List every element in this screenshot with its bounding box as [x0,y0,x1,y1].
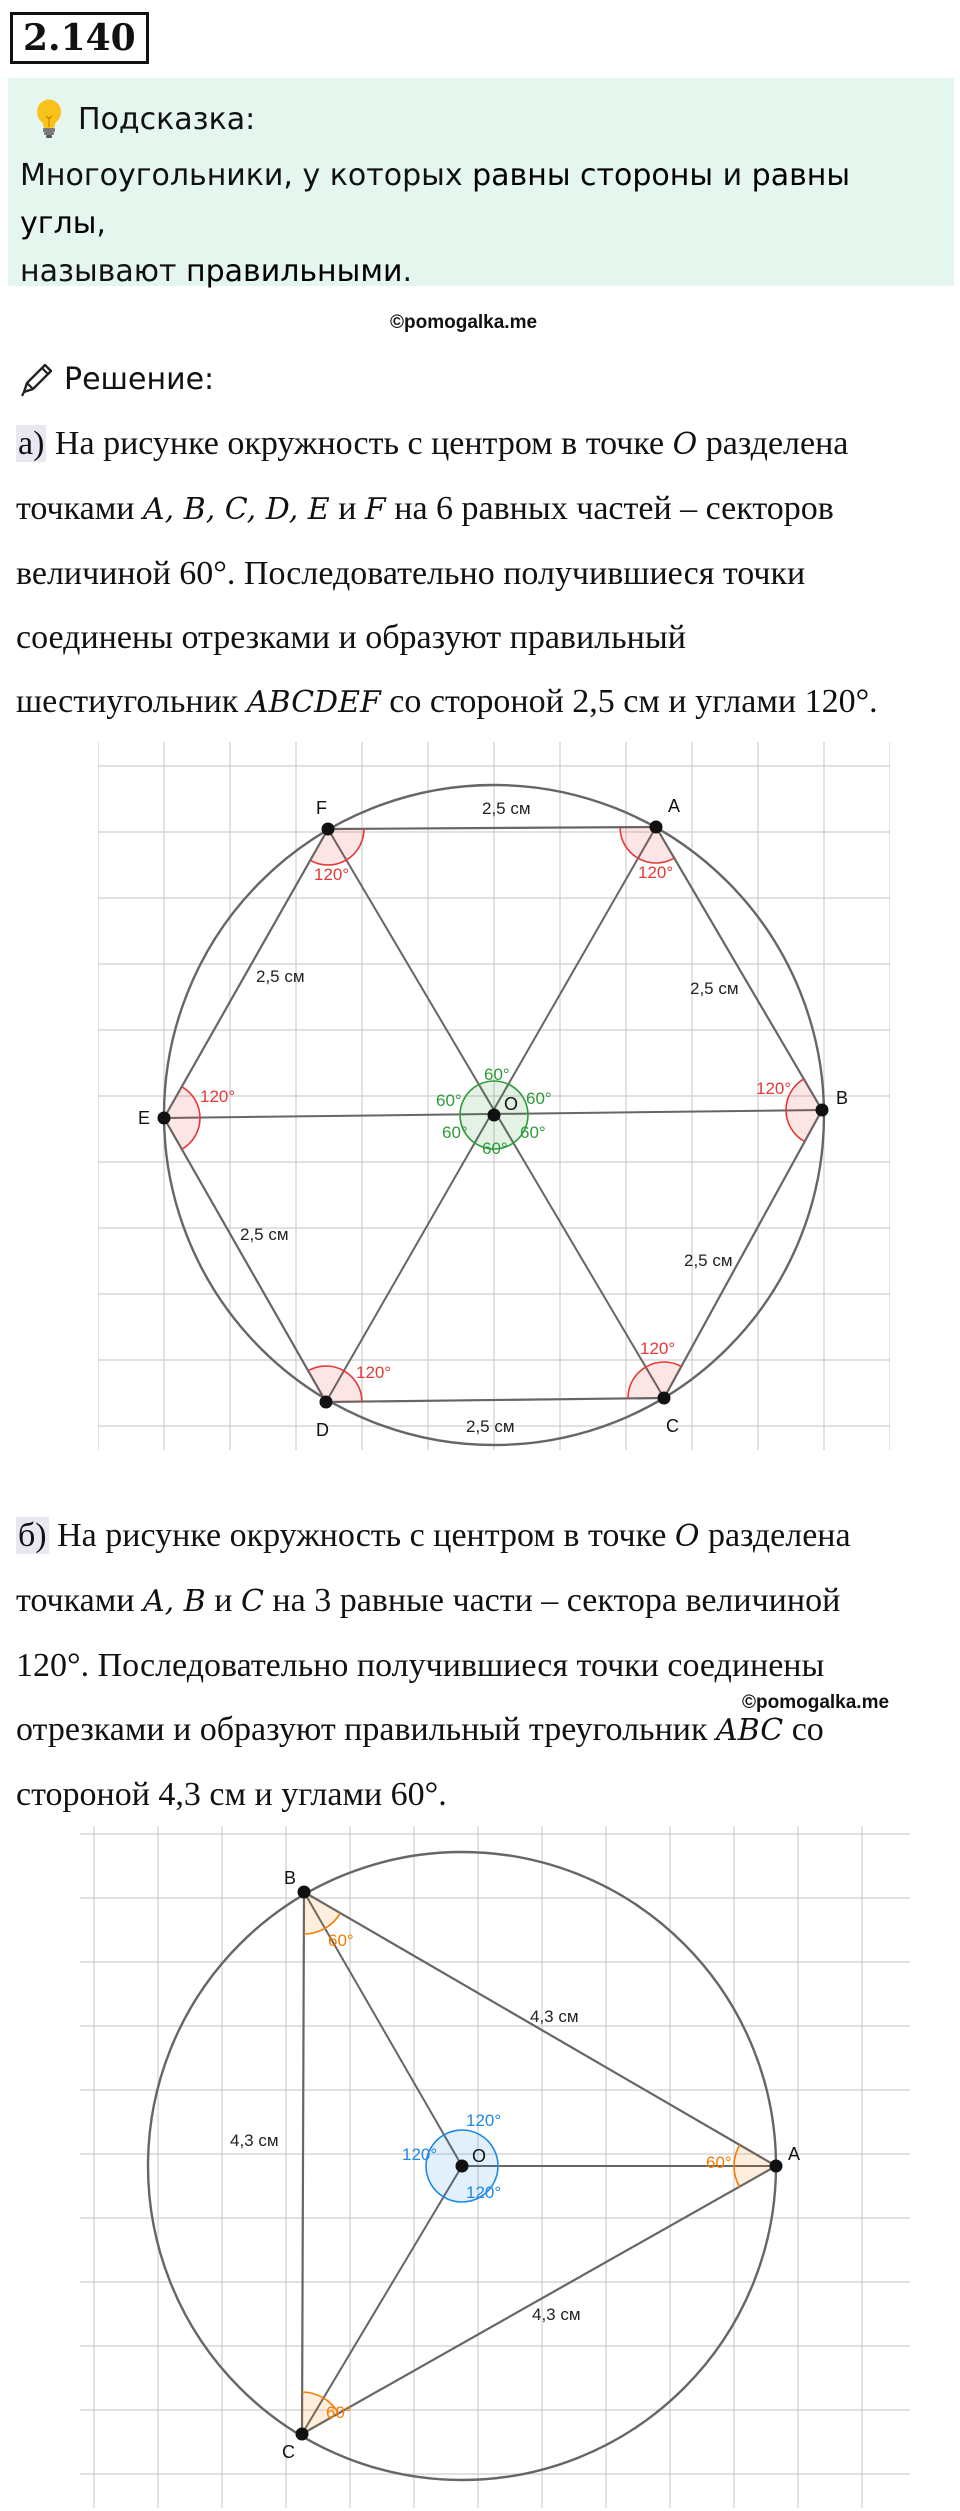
triangle-symbol: ABC [715,1713,784,1748]
vertex-label-c: C [282,2442,295,2462]
hint-text-part: и [713,158,752,193]
triangle-side [302,1892,304,2434]
part-b-line2-start: точками [16,1582,143,1619]
vertex-angle-f [310,829,364,865]
hint-text-part: , [96,206,106,241]
side-length-label: 2,5 см [240,1225,289,1244]
side-length-label: 2,5 см [466,1417,515,1436]
part-a-line1-end: разделена [697,425,849,462]
center-angle-label: 120° [466,2111,502,2130]
vertex-c [658,1392,671,1405]
center-angle-label: 60° [482,1139,508,1158]
point-f-symbol: F [364,492,386,527]
hint-title: Подсказка: [78,101,256,137]
hint-box [8,78,954,289]
vertex-a [770,2160,783,2173]
part-a-and: и [329,490,365,527]
watermark: ©pomogalka.me [390,312,538,333]
vertex-d [320,1396,333,1409]
center-point [456,2160,469,2173]
vertex-label-b: B [284,1868,297,1888]
part-b-text [16,1504,946,1827]
vertex-label-c: C [666,1416,679,1436]
vertex-c [296,2428,309,2441]
vertex-angle-label: 120° [200,1087,236,1106]
vertex-angle-label: 60° [328,1931,354,1950]
center-symbol: O [674,1519,700,1554]
part-b-marker: б) [18,1517,47,1554]
points-symbol: A, B [142,1584,206,1619]
side-length-label: 4,3 см [532,2305,581,2324]
center-angle-label: 60° [484,1065,510,1084]
part-a-marker: а) [18,425,45,462]
side-length-label: 4,3 см [530,2007,579,2026]
part-a-text [16,412,946,735]
vertex-b [298,1886,311,1899]
part-b-line4-start: отрезками и образуют правильный треугольник [16,1711,716,1748]
points-symbol: A, B, C, D, E [142,492,330,527]
hexagon-side [326,1398,664,1402]
center-point [488,1109,501,1122]
vertex-angle-label: 60° [326,2403,352,2422]
part-a-line5-end: со стороной 2,5 см и углами 120°. [380,683,878,720]
vertex-angle-label: 120° [314,865,350,884]
vertex-angle-label: 120° [756,1079,792,1098]
center-label: O [504,1094,519,1114]
center-angle-label: 60° [526,1089,552,1108]
point-c-symbol: C [240,1584,264,1619]
solution-header [18,354,214,404]
part-a-line4: соединены отрезками и образуют правильный [16,619,686,656]
hexagon-diagram [98,742,890,1450]
triangle-side [304,1892,776,2166]
triangle-diagram [80,1826,910,2508]
task-number: 2.140 [10,12,149,64]
center-angle-label: 120° [402,2145,438,2164]
vertex-angle-label: 120° [638,863,674,882]
triangle-figure [80,1826,910,2508]
side-length-label: 4,3 см [230,2131,279,2150]
hexagon-side [656,827,822,1110]
vertex-label-a: A [788,2144,801,2164]
hint-header [34,94,255,144]
hint-text [20,152,940,296]
center-angle-label: 60° [436,1091,462,1110]
vertex-angle-label: 120° [356,1363,392,1382]
vertex-angle-label: 120° [640,1339,676,1358]
hint-emphasis-angles: равны углы [20,158,851,241]
part-a-line2-start: точками [16,490,143,527]
part-b-line2-end: на 3 равные части – сектора величиной [263,1582,841,1619]
part-a-line1: На рисунке окружность с центром в точке [46,425,673,462]
hint-text-part: Многоугольники, у которых [20,158,473,193]
center-angle-label: 60° [442,1123,468,1142]
vertex-angle-d [308,1366,362,1402]
vertex-e [158,1112,171,1125]
part-b-line3: 120°. Последовательно получившиеся точки соединены [16,1647,825,1684]
part-a-line3: величиной 60°. Последовательно получившиеся точки [16,555,806,592]
vertex-label-d: D [316,1420,329,1440]
watermark: ©pomogalka.me [742,1692,890,1713]
vertex-label-f: F [316,798,327,818]
part-b-line4-end: со [783,1711,824,1748]
lightbulb-icon [34,98,64,140]
hexagon-side [328,827,656,829]
center-symbol: O [672,427,698,462]
hint-text-part: . [402,254,413,289]
vertex-f [322,823,335,836]
side-length-label: 2,5 см [482,799,531,818]
part-a-line2-end: на 6 равных частей – секторов [385,490,834,527]
part-b-and: и [205,1582,241,1619]
vertex-label-a: A [668,796,681,816]
hint-emphasis-regular: правильными [185,254,403,289]
part-b-line1: На рисунке окружность с центром в точке [48,1517,675,1554]
vertex-b [816,1104,829,1117]
side-length-label: 2,5 см [684,1251,733,1270]
vertex-label-b: B [836,1088,849,1108]
center-label: O [472,2146,487,2166]
triangle-side [302,2166,776,2434]
vertex-angle-label: 60° [706,2153,732,2172]
solution-title: Решение: [64,361,215,397]
part-a-line5-start: шестиугольник [16,683,247,720]
center-angle-label: 60° [520,1123,546,1142]
vertex-label-e: E [138,1108,151,1128]
vertex-a [650,821,663,834]
part-b-line5: стороной 4,3 см и углами 60°. [16,1776,447,1813]
part-b-line1-end: разделена [699,1517,851,1554]
hint-emphasis-sides: равны стороны [472,158,714,193]
hexagon-symbol: ABCDEF [246,685,381,720]
hexagon-figure [98,742,890,1450]
hint-text-part: называют [20,254,186,289]
radius-c [302,2166,462,2434]
side-length-label: 2,5 см [256,967,305,986]
pencil-icon [18,360,56,398]
side-length-label: 2,5 см [690,979,739,998]
center-angle-label: 120° [466,2183,502,2202]
